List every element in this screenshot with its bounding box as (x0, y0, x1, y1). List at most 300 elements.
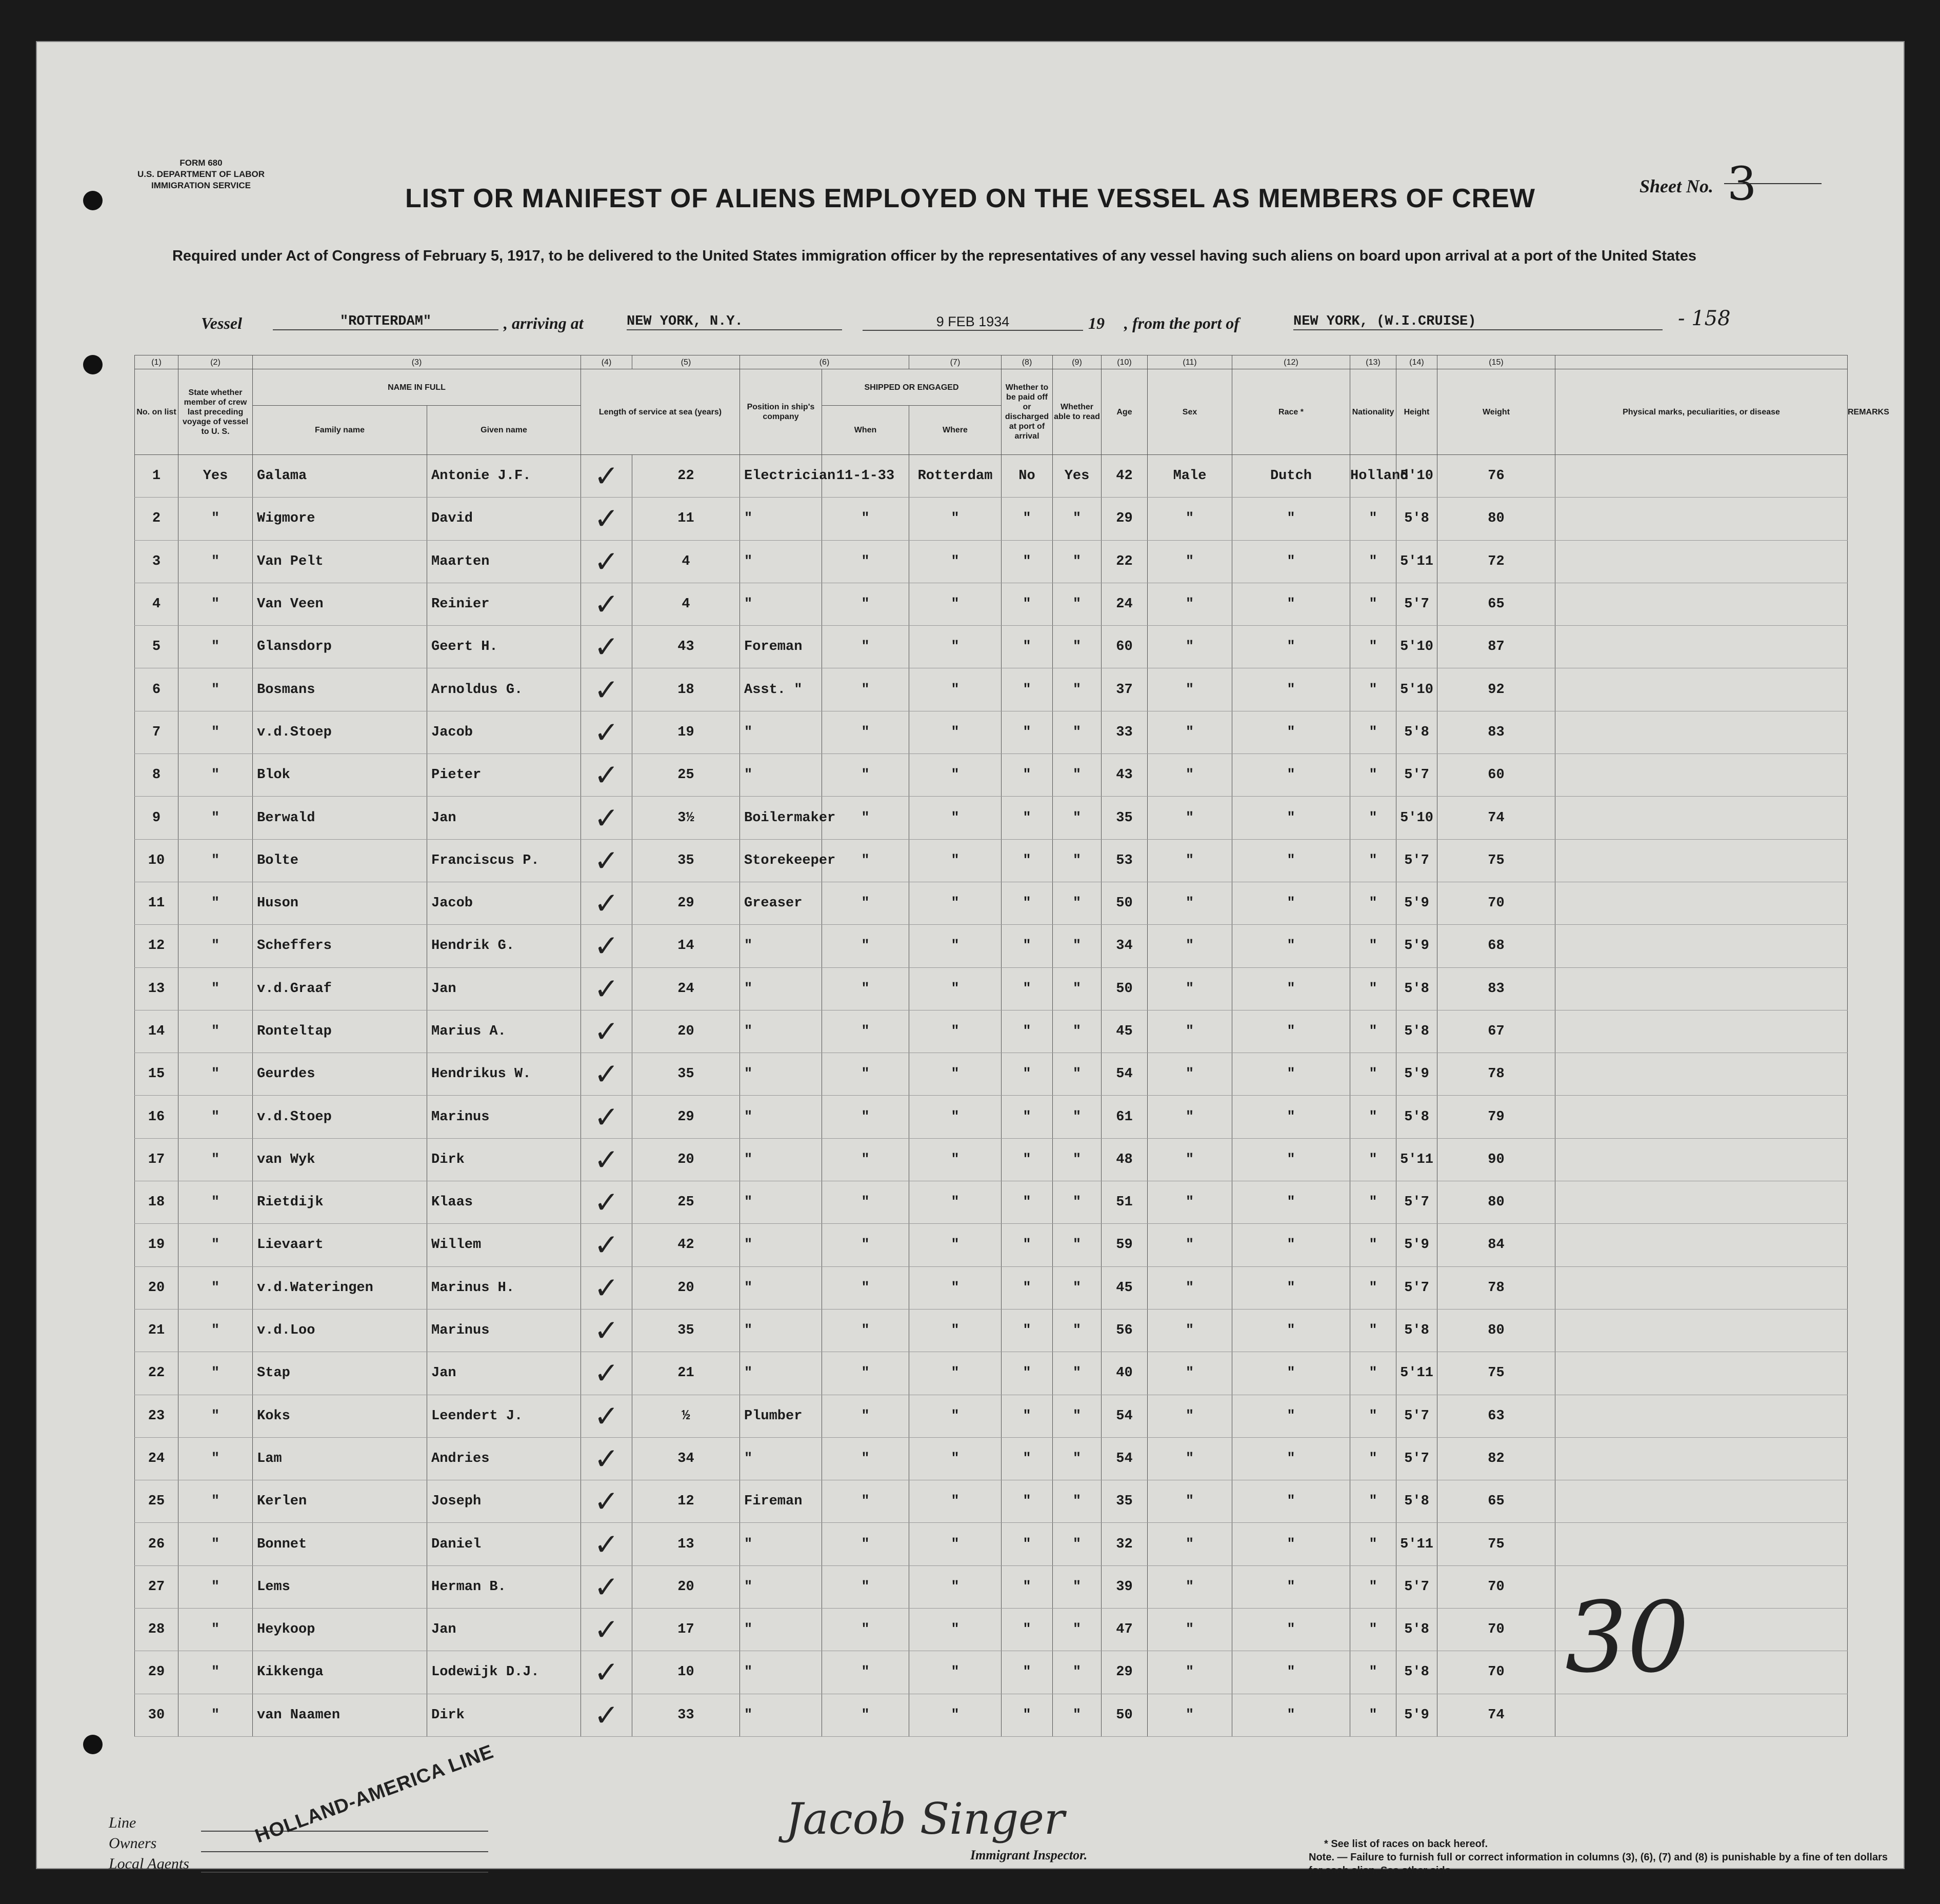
cell-weight: 75 (1437, 1352, 1555, 1395)
cell-height: 5'9 (1396, 1053, 1437, 1096)
cell-weight: 87 (1437, 626, 1555, 668)
cell-position: " (740, 1266, 822, 1309)
cell-nationality: " (1350, 1694, 1396, 1736)
header-family-name: Family name (253, 406, 427, 455)
cell-previous-voyage: " (178, 1395, 253, 1437)
cell-previous-voyage: " (178, 1651, 253, 1694)
col-number: (3) (253, 355, 581, 369)
cell-row-number: 28 (135, 1609, 178, 1651)
cell-height: 5'8 (1396, 1609, 1437, 1651)
cell-physical-marks (1555, 882, 1848, 924)
cell-weight: 72 (1437, 540, 1555, 583)
cell-family-name: Bosmans (253, 668, 427, 711)
cell-paid-off: " (1002, 1694, 1053, 1736)
cell-family-name: Scheffers (253, 925, 427, 967)
header-physical: Physical marks, peculiarities, or disease (1555, 369, 1848, 455)
cell-nationality: " (1350, 1523, 1396, 1565)
cell-given-name: Klaas (427, 1181, 581, 1224)
cell-physical-marks (1555, 711, 1848, 753)
cell-age: 53 (1102, 839, 1148, 882)
cell-length-of-service: 3½ (632, 797, 740, 839)
cell-age: 45 (1102, 1266, 1148, 1309)
cell-row-number: 29 (135, 1651, 178, 1694)
cell-position: " (740, 1694, 822, 1736)
cell-position: Boilermaker (740, 797, 822, 839)
cell-length-of-service: 29 (632, 882, 740, 924)
cell-family-name: v.d.Stoep (253, 1096, 427, 1138)
cell-row-number: 9 (135, 797, 178, 839)
cell-nationality: " (1350, 1181, 1396, 1224)
cell-given-name: Arnoldus G. (427, 668, 581, 711)
cell-race: " (1232, 1053, 1350, 1096)
cell-previous-voyage: " (178, 1352, 253, 1395)
cell-physical-marks (1555, 797, 1848, 839)
cell-previous-voyage: " (178, 1224, 253, 1266)
cell-nationality: " (1350, 754, 1396, 797)
cell-length-of-service: 4 (632, 540, 740, 583)
cell-height: 5'7 (1396, 1266, 1437, 1309)
cell-weight: 65 (1437, 583, 1555, 625)
cell-position: " (740, 1651, 822, 1694)
table-row (135, 1352, 1848, 1395)
cell-row-number: 16 (135, 1096, 178, 1138)
service-name: IMMIGRATION SERVICE (151, 181, 251, 190)
cell-physical-marks (1555, 455, 1848, 498)
cell-length-of-service: 12 (632, 1480, 740, 1523)
cell-able-to-read: " (1053, 1010, 1102, 1053)
cell-shipped-when: " (822, 797, 909, 839)
cell-position: " (740, 1224, 822, 1266)
cell-paid-off: " (1002, 754, 1053, 797)
table-row (135, 1266, 1848, 1309)
cell-nationality: " (1350, 668, 1396, 711)
cell-sex: " (1148, 1694, 1232, 1736)
cell-given-name: Marinus H. (427, 1266, 581, 1309)
table-row (135, 540, 1848, 583)
cell-able-to-read: " (1053, 1224, 1102, 1266)
reference-number: - 158 (1678, 307, 1731, 330)
table-row (135, 498, 1848, 540)
cell-length-of-service: 20 (632, 1266, 740, 1309)
cell-height: 5'9 (1396, 925, 1437, 967)
table-row (135, 1523, 1848, 1565)
cell-given-name: Antonie J.F. (427, 455, 581, 498)
cell-race: " (1232, 1523, 1350, 1565)
cell-height: 5'11 (1396, 1352, 1437, 1395)
cell-shipped-when: " (822, 1523, 909, 1565)
cell-row-number: 20 (135, 1266, 178, 1309)
cell-nationality: " (1350, 1609, 1396, 1651)
cell-previous-voyage: " (178, 967, 253, 1010)
cell-physical-marks (1555, 1480, 1848, 1523)
cell-height: 5'9 (1396, 1694, 1437, 1736)
cell-shipped-when: " (822, 839, 909, 882)
cell-shipped-when: " (822, 1138, 909, 1181)
cell-weight: 70 (1437, 1651, 1555, 1694)
cell-able-to-read: " (1053, 1694, 1102, 1736)
cell-position: " (740, 925, 822, 967)
cell-height: 5'8 (1396, 498, 1437, 540)
cell-paid-off: " (1002, 1437, 1053, 1480)
cell-check-mark: ✓ (581, 1010, 632, 1053)
cell-age: 35 (1102, 1480, 1148, 1523)
handwritten-total: 30 (1565, 1581, 1689, 1694)
cell-sex: " (1148, 1010, 1232, 1053)
cell-nationality: " (1350, 583, 1396, 625)
cell-age: 29 (1102, 498, 1148, 540)
cell-check-mark: ✓ (581, 1096, 632, 1138)
cell-family-name: Bolte (253, 839, 427, 882)
header-where: Where (909, 406, 1002, 455)
cell-height: 5'8 (1396, 1010, 1437, 1053)
cell-row-number: 15 (135, 1053, 178, 1096)
cell-previous-voyage: " (178, 1523, 253, 1565)
cell-sex: " (1148, 1181, 1232, 1224)
cell-able-to-read: " (1053, 1181, 1102, 1224)
cell-height: 5'7 (1396, 1395, 1437, 1437)
header-no-on-list: No. on list (135, 369, 178, 455)
inspector-label: Immigrant Inspector. (970, 1848, 1088, 1862)
cell-shipped-where: " (909, 498, 1002, 540)
cell-weight: 70 (1437, 1565, 1555, 1608)
cell-race: " (1232, 498, 1350, 540)
cell-race: Dutch (1232, 455, 1350, 498)
cell-shipped-where: " (909, 1395, 1002, 1437)
cell-previous-voyage: " (178, 1010, 253, 1053)
cell-nationality: " (1350, 967, 1396, 1010)
cell-length-of-service: 4 (632, 583, 740, 625)
cell-nationality: " (1350, 1053, 1396, 1096)
cell-length-of-service: 25 (632, 754, 740, 797)
cell-length-of-service: 35 (632, 1053, 740, 1096)
cell-length-of-service: 13 (632, 1523, 740, 1565)
cell-given-name: Marius A. (427, 1010, 581, 1053)
cell-family-name: Ronteltap (253, 1010, 427, 1053)
cell-family-name: Geurdes (253, 1053, 427, 1096)
cell-able-to-read: " (1053, 583, 1102, 625)
cell-height: 5'7 (1396, 754, 1437, 797)
cell-shipped-when: " (822, 1694, 909, 1736)
cell-shipped-where: " (909, 583, 1002, 625)
cell-paid-off: " (1002, 1523, 1053, 1565)
cell-able-to-read: " (1053, 1309, 1102, 1352)
cell-paid-off: " (1002, 797, 1053, 839)
cell-height: 5'8 (1396, 1480, 1437, 1523)
cell-physical-marks (1555, 498, 1848, 540)
cell-check-mark: ✓ (581, 540, 632, 583)
cell-shipped-where: " (909, 1266, 1002, 1309)
cell-paid-off: No (1002, 455, 1053, 498)
cell-shipped-where: " (909, 839, 1002, 882)
cell-check-mark: ✓ (581, 797, 632, 839)
cell-row-number: 10 (135, 839, 178, 882)
cell-shipped-when: " (822, 1266, 909, 1309)
cell-able-to-read: " (1053, 1437, 1102, 1480)
cell-given-name: Franciscus P. (427, 839, 581, 882)
cell-physical-marks (1555, 1181, 1848, 1224)
col-number: (6) (740, 355, 909, 369)
cell-paid-off: " (1002, 1352, 1053, 1395)
cell-previous-voyage: " (178, 1053, 253, 1096)
cell-able-to-read: " (1053, 1395, 1102, 1437)
cell-row-number: 19 (135, 1224, 178, 1266)
cell-race: " (1232, 1138, 1350, 1181)
cell-weight: 83 (1437, 711, 1555, 753)
cell-row-number: 3 (135, 540, 178, 583)
cell-shipped-when: " (822, 882, 909, 924)
col-number: (13) (1350, 355, 1396, 369)
cell-race: " (1232, 1010, 1350, 1053)
cell-shipped-where: " (909, 882, 1002, 924)
cell-given-name: Maarten (427, 540, 581, 583)
cell-physical-marks (1555, 839, 1848, 882)
cell-check-mark: ✓ (581, 1352, 632, 1395)
cell-shipped-when: " (822, 925, 909, 967)
cell-able-to-read: " (1053, 839, 1102, 882)
cell-previous-voyage: " (178, 1694, 253, 1736)
col-number: (2) (178, 355, 253, 369)
cell-able-to-read: " (1053, 967, 1102, 1010)
cell-position: " (740, 711, 822, 753)
table-row (135, 797, 1848, 839)
header-when: When (822, 406, 909, 455)
cell-able-to-read: " (1053, 1096, 1102, 1138)
cell-shipped-where: " (909, 1437, 1002, 1480)
cell-weight: 80 (1437, 1181, 1555, 1224)
cell-given-name: David (427, 498, 581, 540)
cell-row-number: 23 (135, 1395, 178, 1437)
cell-sex: " (1148, 1395, 1232, 1437)
cell-position: Greaser (740, 882, 822, 924)
cell-sex: " (1148, 1352, 1232, 1395)
cell-position: " (740, 1096, 822, 1138)
cell-race: " (1232, 1437, 1350, 1480)
cell-height: 5'8 (1396, 1096, 1437, 1138)
cell-check-mark: ✓ (581, 1266, 632, 1309)
cell-shipped-where: " (909, 1224, 1002, 1266)
cell-age: 50 (1102, 967, 1148, 1010)
header-name-in-full: NAME IN FULL (253, 369, 581, 406)
cell-sex: " (1148, 1480, 1232, 1523)
cell-able-to-read: " (1053, 1266, 1102, 1309)
cell-check-mark: ✓ (581, 1181, 632, 1224)
cell-family-name: v.d.Graaf (253, 967, 427, 1010)
arriving-label: , arriving at (504, 314, 584, 332)
cell-able-to-read: " (1053, 1609, 1102, 1651)
cell-row-number: 2 (135, 498, 178, 540)
header-weight: Weight (1437, 369, 1555, 455)
cell-shipped-where: " (909, 797, 1002, 839)
cell-weight: 90 (1437, 1138, 1555, 1181)
cell-shipped-when: " (822, 1565, 909, 1608)
col-number: (15) (1437, 355, 1555, 369)
cell-sex: " (1148, 668, 1232, 711)
sheet-number-value: 3 (1727, 157, 1757, 211)
cell-race: " (1232, 1609, 1350, 1651)
cell-nationality: " (1350, 1565, 1396, 1608)
cell-position: " (740, 1352, 822, 1395)
cell-previous-voyage: " (178, 1138, 253, 1181)
cell-weight: 78 (1437, 1266, 1555, 1309)
header-paid-off: Whether to be paid off or discharged at port of arrival (1002, 369, 1053, 455)
col-number-blank (1555, 355, 1848, 369)
cell-check-mark: ✓ (581, 626, 632, 668)
cell-row-number: 27 (135, 1565, 178, 1608)
cell-shipped-when: " (822, 1096, 909, 1138)
cell-previous-voyage: " (178, 540, 253, 583)
cell-sex: " (1148, 925, 1232, 967)
cell-position: Asst. " (740, 668, 822, 711)
cell-height: 5'9 (1396, 882, 1437, 924)
col-number: (12) (1232, 355, 1350, 369)
table-row (135, 626, 1848, 668)
cell-position: " (740, 1309, 822, 1352)
cell-nationality: " (1350, 839, 1396, 882)
cell-length-of-service: 19 (632, 711, 740, 753)
cell-position: " (740, 540, 822, 583)
cell-family-name: Kikkenga (253, 1651, 427, 1694)
penalty-note: Note. — Failure to furnish full or correct information in columns (3), (6), (7) and (8) is punishable by a fine of ten dollars for each alien. See other side. (1309, 1852, 1888, 1876)
cell-age: 56 (1102, 1309, 1148, 1352)
cell-shipped-when: " (822, 711, 909, 753)
cell-given-name: Joseph (427, 1480, 581, 1523)
cell-weight: 68 (1437, 925, 1555, 967)
cell-length-of-service: 35 (632, 1309, 740, 1352)
cell-nationality: " (1350, 1480, 1396, 1523)
cell-position: " (740, 1609, 822, 1651)
cell-shipped-when: " (822, 967, 909, 1010)
cell-weight: 80 (1437, 1309, 1555, 1352)
cell-shipped-when: " (822, 626, 909, 668)
cell-able-to-read: " (1053, 1480, 1102, 1523)
inspector-signature: Jacob Singer (786, 1794, 1065, 1844)
cell-position: " (740, 1010, 822, 1053)
cell-able-to-read: " (1053, 498, 1102, 540)
cell-weight: 82 (1437, 1437, 1555, 1480)
cell-paid-off: " (1002, 626, 1053, 668)
cell-sex: " (1148, 1053, 1232, 1096)
cell-row-number: 4 (135, 583, 178, 625)
cell-age: 59 (1102, 1224, 1148, 1266)
cell-check-mark: ✓ (581, 882, 632, 924)
cell-paid-off: " (1002, 1181, 1053, 1224)
cell-family-name: Kerlen (253, 1480, 427, 1523)
cell-position: " (740, 583, 822, 625)
cell-age: 35 (1102, 797, 1148, 839)
cell-check-mark: ✓ (581, 455, 632, 498)
cell-given-name: Reinier (427, 583, 581, 625)
cell-physical-marks (1555, 668, 1848, 711)
cell-position: Fireman (740, 1480, 822, 1523)
cell-row-number: 17 (135, 1138, 178, 1181)
cell-previous-voyage: " (178, 754, 253, 797)
cell-sex: " (1148, 1523, 1232, 1565)
cell-position: " (740, 754, 822, 797)
cell-sex: " (1148, 1651, 1232, 1694)
cell-shipped-when: " (822, 583, 909, 625)
cell-position: " (740, 1523, 822, 1565)
cell-row-number: 6 (135, 668, 178, 711)
cell-height: 5'10 (1396, 626, 1437, 668)
cell-row-number: 22 (135, 1352, 178, 1395)
vessel-label: Vessel (201, 314, 242, 332)
cell-height: 5'8 (1396, 967, 1437, 1010)
cell-check-mark: ✓ (581, 583, 632, 625)
cell-physical-marks (1555, 1523, 1848, 1565)
cell-height: 5'10 (1396, 668, 1437, 711)
cell-row-number: 24 (135, 1437, 178, 1480)
cell-family-name: Lievaart (253, 1224, 427, 1266)
cell-weight: 84 (1437, 1224, 1555, 1266)
from-port-label: , from the port of (1124, 314, 1239, 332)
cell-physical-marks (1555, 540, 1848, 583)
cell-given-name: Hendrikus W. (427, 1053, 581, 1096)
cell-given-name: Leendert J. (427, 1395, 581, 1437)
cell-physical-marks (1555, 1096, 1848, 1138)
cell-check-mark: ✓ (581, 498, 632, 540)
punch-hole (83, 1735, 103, 1754)
cell-family-name: Van Pelt (253, 540, 427, 583)
cell-position: " (740, 1138, 822, 1181)
cell-previous-voyage: " (178, 1309, 253, 1352)
cell-previous-voyage: " (178, 626, 253, 668)
cell-age: 61 (1102, 1096, 1148, 1138)
cell-family-name: Lam (253, 1437, 427, 1480)
cell-paid-off: " (1002, 882, 1053, 924)
cell-length-of-service: 21 (632, 1352, 740, 1395)
cell-nationality: " (1350, 1352, 1396, 1395)
cell-check-mark: ✓ (581, 1480, 632, 1523)
cell-age: 54 (1102, 1053, 1148, 1096)
cell-check-mark: ✓ (581, 967, 632, 1010)
cell-sex: " (1148, 1309, 1232, 1352)
cell-row-number: 25 (135, 1480, 178, 1523)
header-able-read: Whether able to read (1053, 369, 1102, 455)
cell-race: " (1232, 1309, 1350, 1352)
cell-able-to-read: " (1053, 711, 1102, 753)
cell-length-of-service: 18 (632, 668, 740, 711)
cell-sex: " (1148, 583, 1232, 625)
cell-race: " (1232, 797, 1350, 839)
table-row (135, 1096, 1848, 1138)
cell-sex: " (1148, 626, 1232, 668)
cell-shipped-when: " (822, 1181, 909, 1224)
cell-row-number: 11 (135, 882, 178, 924)
cell-race: " (1232, 711, 1350, 753)
cell-age: 39 (1102, 1565, 1148, 1608)
cell-row-number: 5 (135, 626, 178, 668)
cell-nationality: " (1350, 711, 1396, 753)
cell-able-to-read: " (1053, 1565, 1102, 1608)
cell-race: " (1232, 1395, 1350, 1437)
cell-race: " (1232, 754, 1350, 797)
cell-previous-voyage: " (178, 1565, 253, 1608)
col-number: (14) (1396, 355, 1437, 369)
cell-age: 54 (1102, 1437, 1148, 1480)
cell-able-to-read: " (1053, 1352, 1102, 1395)
footer-notes (1309, 1837, 1888, 1877)
cell-race: " (1232, 882, 1350, 924)
cell-shipped-when: " (822, 1352, 909, 1395)
crew-table: (1) (2) (3) (4) (5) (6) (7) (8) (9) (10) (11) (12) (13) (14) (15) No. on list State whether member of crew last preceding voyage of vessel to U. S. NAME IN FULL Length of service at sea (years) Position in ship's company SHIPPED OR ENGAGED Whether to be paid off or discharged at port of arrival Whether able to read Age Sex Race * Nationality Height Weight Physical marks, peculiarities, or disease REMARKS Family name Given name When Where 1 Yes Galama Antonie J.F. ✓ 22 Electrician 11-1-33 Rotterdam No Yes 42 Male Dutch Holland 5'10 76 2 " Wigmore David ✓ 11 " " " " " 29 " " " 5'8 80 3 " Van Pelt Maarten ✓ 4 " " " " " 22 " " " 5'11 72 4 " Van Veen Reinier ✓ 4 " " " " " 24 " " " 5'7 65 5 " Glansdorp Geert H. ✓ 43 Foreman " " " " 60 " " " 5'10 87 6 " Bosmans Arnoldus G. ✓ 18 Asst. " " " " " 37 " " " 5'10 92 7 " v.d.Stoep Jacob ✓ 19 " " " " " 33 " " " 5'8 83 8 " Blok Pieter ✓ 25 " " " " " 43 " " " 5'7 60 9 " Berwald Jan ✓ 3½ Boilermaker " " " " 35 " " " 5'10 74 10 " Bolte Franciscus P. ✓ 35 Storekeeper " " " " 53 " " " 5'7 75 11 " Huson Jacob ✓ 29 Greaser " " " " 50 " " " 5'9 70 12 " Scheffers Hendrik G. ✓ 14 " " " " " 34 " " " 5'9 68 13 " v.d.Graaf Jan ✓ 24 " " " " " 50 " " " 5'8 83 14 " Ronteltap Marius A. ✓ 20 " " " " " 45 " " " 5'8 67 15 " Geurdes Hendrikus W. ✓ 35 " " " " " 54 " " " 5'9 78 16 " v.d.Stoep Marinus ✓ 29 " " " " " 61 " " " 5'8 79 17 " van Wyk Dirk ✓ 20 " " " " " 48 " " " 5'11 90 18 " Rietdijk Klaas ✓ 25 " " " " " 51 " " " 5'7 80 19 " Lievaart Willem ✓ 42 " " " " " 59 " " " 5'9 84 20 " v.d.Wateringen Marinus H. ✓ 20 " " " " " 45 " " " 5'7 78 21 " v.d.Loo Marinus ✓ 35 " " " " " 56 " " " 5'8 80 22 " Stap Jan ✓ 21 " " " " " 40 " " " 5'11 75 23 " Koks Leendert J. ✓ ½ Plumber " " " " 54 " " " 5'7 63 24 " Lam Andries ✓ 34 " " " " " 54 " " " 5'7 82 25 " Kerlen Joseph ✓ 12 Fireman " " " " 35 " " " 5'8 65 26 " Bonnet Daniel ✓ 13 " " " " " 32 " " " 5'11 75 27 " Lems Herman B. ✓ 20 " " " " " 39 " " " 5'7 70 28 " Heykoop Jan ✓ 17 " " " " " 47 " " " 5'8 70 29 " Kikkenga Lodewijk D.J. ✓ 10 " " " " " 29 " " " 5'8 70 30 " van Naamen Dirk ✓ 33 " " " " " 50 " " " 5'9 74 (134, 355, 1848, 1737)
cell-length-of-service: 20 (632, 1138, 740, 1181)
cell-row-number: 26 (135, 1523, 178, 1565)
cell-age: 22 (1102, 540, 1148, 583)
cell-previous-voyage: " (178, 925, 253, 967)
header-shipped: SHIPPED OR ENGAGED (822, 369, 1002, 406)
cell-position: Plumber (740, 1395, 822, 1437)
cell-sex: " (1148, 711, 1232, 753)
